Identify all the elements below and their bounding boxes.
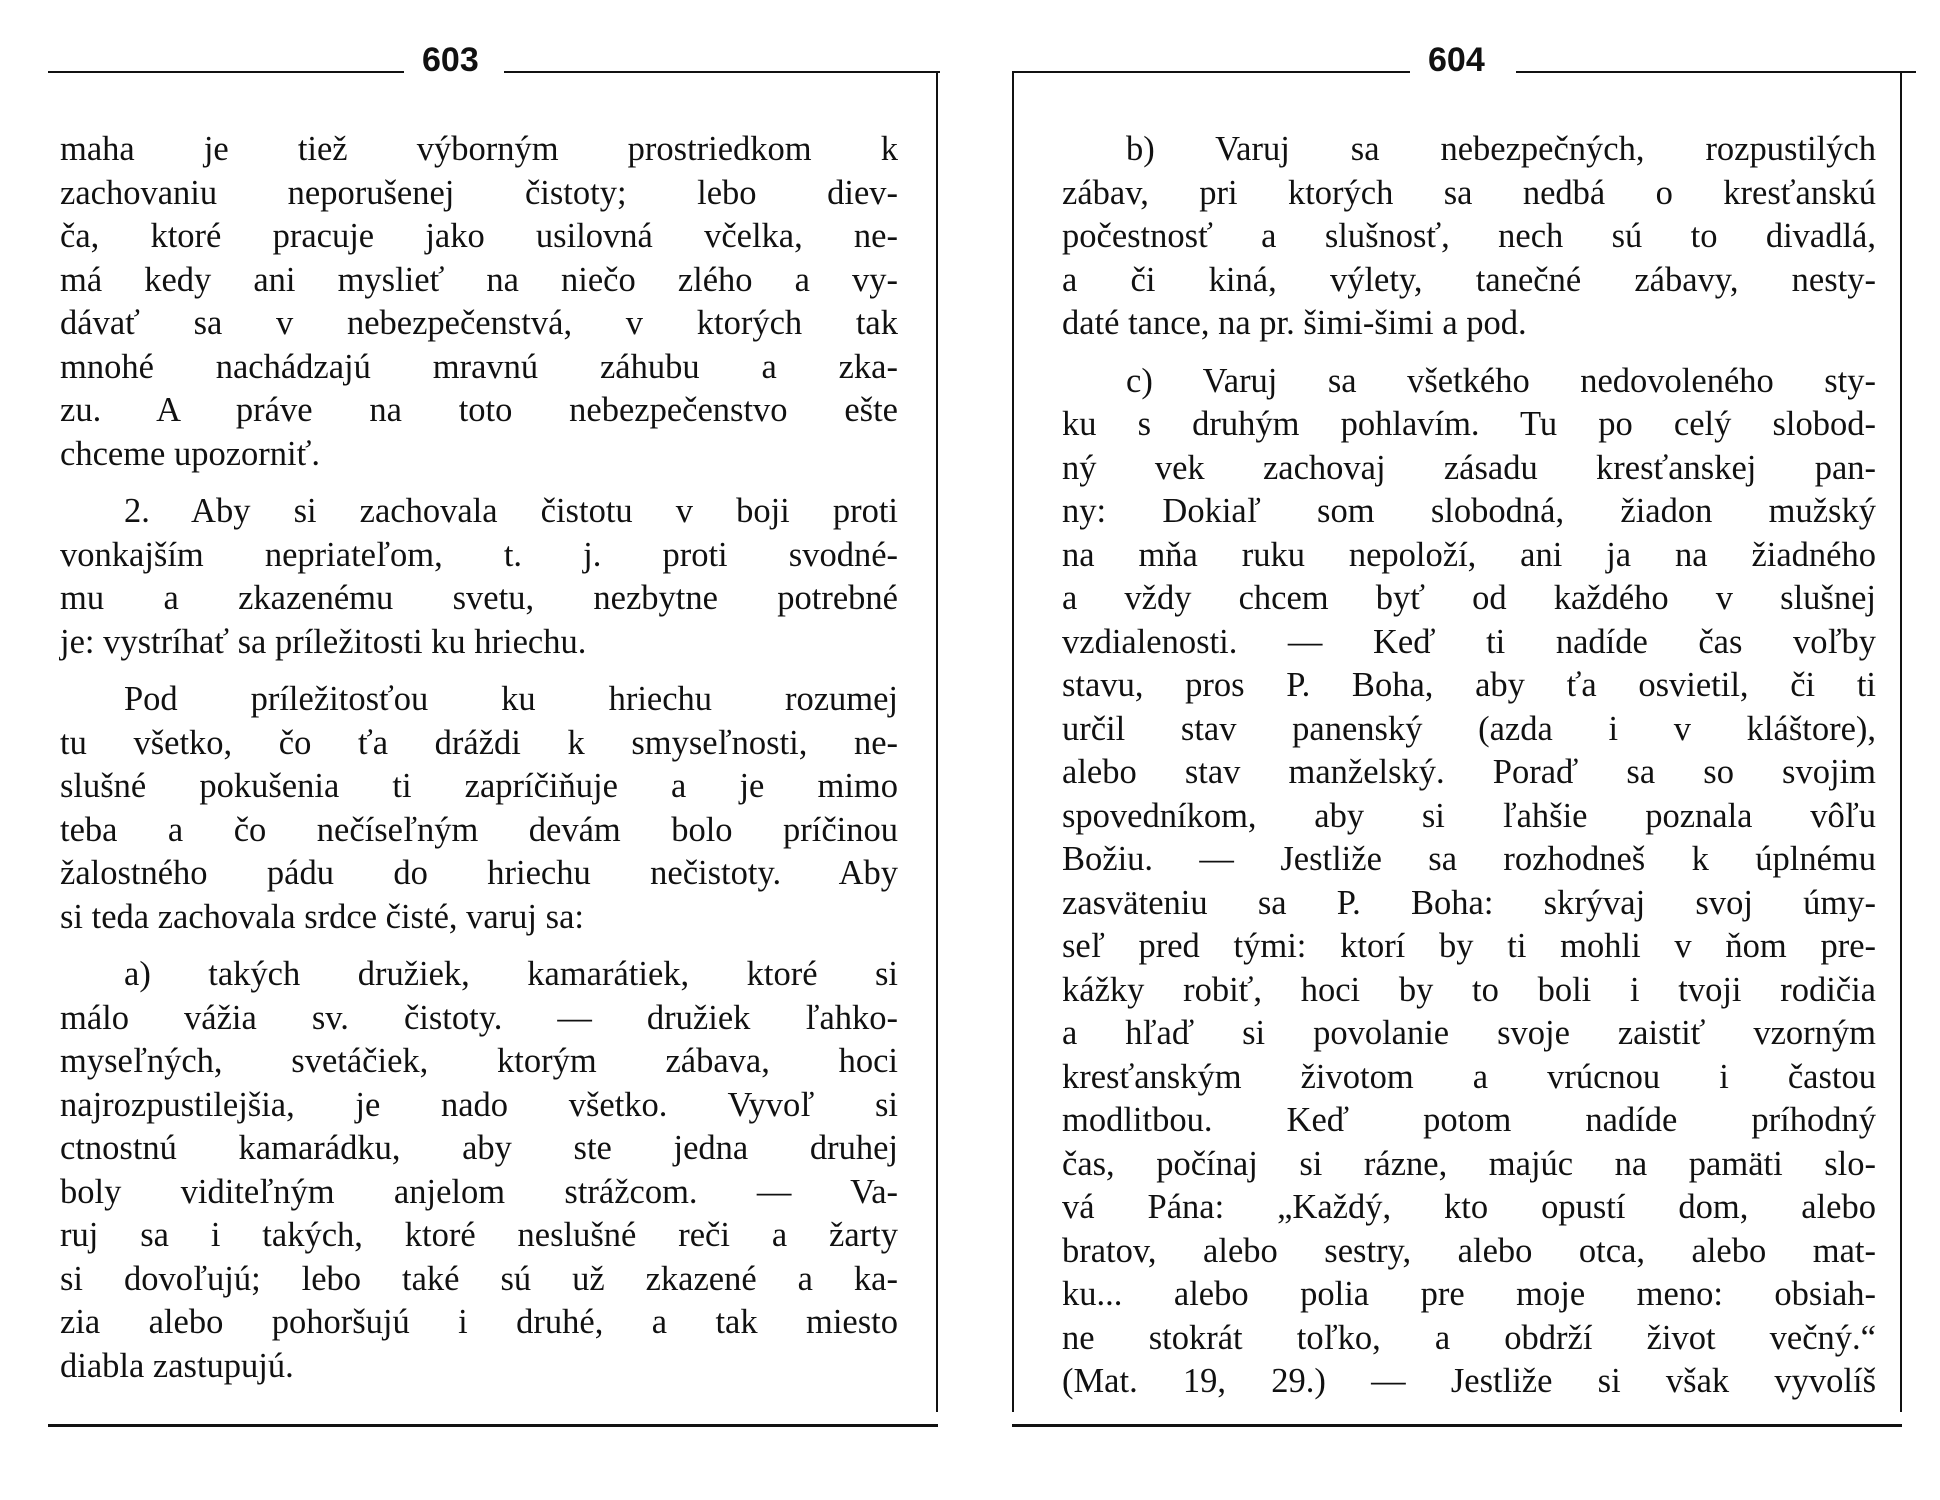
text-line: Božiu. — Jestliže sa rozhodneš k úplnému xyxy=(1062,840,1876,878)
page-body-text xyxy=(60,128,898,1388)
text-line: b) Varuj sa nebezpečných, rozpustilých xyxy=(1126,130,1876,168)
text-line: bratov, alebo sestry, alebo otca, alebo mat- xyxy=(1062,1231,1876,1270)
text-line: zu. A práve na toto nebezpečenstvo ešte xyxy=(60,391,898,429)
page-body-text xyxy=(1062,128,1876,1404)
text-line: a) takých družiek, kamarátiek, ktoré si xyxy=(124,955,898,993)
text-line: ne stokrát toľko, a obdrží život večný.“ xyxy=(1062,1318,1876,1357)
text-line: určil stav panenský (azda i v kláštore), xyxy=(1062,709,1876,748)
text-line: vonkajším nepriateľom, t. j. proti svodné- xyxy=(60,535,898,574)
header-rule-left xyxy=(48,71,404,73)
text-line: 2. Aby si zachovala čistotu v boji proti xyxy=(124,492,898,530)
text-line: mu a zkazenému svetu, nezbytne potrebné xyxy=(60,579,898,617)
header-rule-right xyxy=(1516,71,1916,73)
text-line: na mňa ruku nepoloží, ani ja na žiadného xyxy=(1062,535,1876,574)
page-number: 604 xyxy=(1428,41,1485,79)
text-line: teba a čo nečíseľným devám bolo príčinou xyxy=(60,810,898,849)
header-rule-right xyxy=(504,71,940,73)
text-line: počestnosť a slušnosť, nech sú to divadlá, xyxy=(1062,217,1876,255)
text-line: je: vystríhať sa príležitosti ku hriechu. xyxy=(60,622,587,661)
text-line: ruj sa i takých, ktoré neslušné reči a žarty xyxy=(60,1216,898,1254)
paragraph-gap xyxy=(1062,346,1876,360)
text-line: vzdialenosti. — Keď ti nadíde čas voľby xyxy=(1062,622,1876,661)
text-line: vá Pána: „Každý, kto opustí dom, alebo xyxy=(1062,1188,1876,1226)
text-line: ný vek zachovaj zásadu kresťanskej pan- xyxy=(1062,448,1876,487)
text-line: Pod príležitosťou ku hriechu rozumej xyxy=(124,680,898,718)
text-line: seľ pred tými: ktorí by ti mohli v ňom pre- xyxy=(1062,927,1876,965)
paragraph-gap xyxy=(60,664,898,678)
text-line: málo vážia sv. čistoty. — družiek ľahko- xyxy=(60,998,898,1037)
text-line: si teda zachovala srdce čisté, varuj sa: xyxy=(60,897,584,936)
text-line: a hľaď si povolanie svoje zaistiť vzorným xyxy=(1062,1014,1876,1052)
text-line: zia alebo pohoršujú i druhé, a tak miesto xyxy=(60,1303,898,1341)
page-number: 603 xyxy=(422,41,479,79)
page-header xyxy=(1012,42,1902,78)
right-page xyxy=(1012,42,1902,1427)
page-frame-left xyxy=(1012,72,1014,1412)
text-line: modlitbou. Keď potom nadíde príhodný xyxy=(1062,1101,1876,1139)
text-line: tu všetko, čo ťa dráždi k smyseľnosti, ne- xyxy=(60,723,898,762)
text-line: si dovoľujú; lebo také sú už zkazené a ka- xyxy=(60,1259,898,1298)
text-line: má kedy ani myslieť na niečo zlého a vy- xyxy=(60,260,898,299)
text-line: slušné pokušenia ti zapríčiňuje a je mimo xyxy=(60,767,898,805)
text-line: spovedníkom, aby si ľahšie poznala vôľu xyxy=(1062,796,1876,835)
paragraph-gap xyxy=(60,476,898,490)
text-line: dávať sa v nebezpečenstvá, v ktorých tak xyxy=(60,304,898,342)
left-page xyxy=(48,42,938,1427)
page-frame-right xyxy=(1900,72,1902,1412)
page-frame-bottom xyxy=(48,1424,938,1427)
text-line: mnohé nachádzajú mravnú záhubu a zka- xyxy=(60,347,898,386)
text-line: alebo stav manželský. Poraď sa so svojim xyxy=(1062,753,1876,791)
text-line: ny: Dokiaľ som slobodná, žiadon mužský xyxy=(1062,492,1876,530)
page-frame-bottom xyxy=(1012,1424,1902,1427)
text-line: (Mat. 19, 29.) — Jestliže si však vyvolíš xyxy=(1062,1362,1876,1400)
text-line: stavu, pros P. Boha, aby ťa osvietil, či ti xyxy=(1062,666,1876,704)
header-rule-left xyxy=(1012,71,1410,73)
text-line: diabla zastupujú. xyxy=(60,1346,294,1385)
text-line: ku s druhým pohlavím. Tu po celý slobod- xyxy=(1062,405,1876,443)
text-line: zasväteniu sa P. Boha: skrývaj svoj úmy- xyxy=(1062,883,1876,922)
text-line: myseľných, svetáčiek, ktorým zábava, hoci xyxy=(60,1042,898,1080)
text-line: kresťanským životom a vrúcnou i častou xyxy=(1062,1057,1876,1096)
text-line: a či kiná, výlety, tanečné zábavy, nesty- xyxy=(1062,260,1876,299)
paragraph-gap xyxy=(60,939,898,953)
text-line: žalostného pádu do hriechu nečistoty. Aby xyxy=(60,854,898,892)
page-header xyxy=(48,42,938,78)
text-line: chceme upozorniť. xyxy=(60,434,320,473)
text-line: maha je tiež výborným prostriedkom k xyxy=(60,130,898,168)
text-line: čas, počínaj si rázne, majúc na pamäti slo- xyxy=(1062,1144,1876,1183)
page-frame-right xyxy=(936,72,938,1412)
text-line: ča, ktoré pracuje jako usilovná včelka, ne- xyxy=(60,217,898,255)
text-line: daté tance, na pr. šimi-šimi a pod. xyxy=(1062,304,1527,342)
text-line: c) Varuj sa všetkého nedovoleného sty- xyxy=(1126,361,1876,400)
text-line: zábav, pri ktorých sa nedbá o kresťanskú xyxy=(1062,173,1876,212)
text-line: najrozpustilejšia, je nado všetko. Vyvoľ si xyxy=(60,1085,898,1124)
text-line: boly viditeľným anjelom strážcom. — Va- xyxy=(60,1172,898,1211)
text-line: kážky robiť, hoci by to boli i tvoji rodičia xyxy=(1062,970,1876,1009)
text-line: zachovaniu neporušenej čistoty; lebo diev- xyxy=(60,173,898,212)
text-line: ctnostnú kamarádku, aby ste jedna druhej xyxy=(60,1129,898,1167)
text-line: a vždy chcem byť od každého v slušnej xyxy=(1062,579,1876,617)
text-line: ku... alebo polia pre moje meno: obsiah- xyxy=(1062,1275,1876,1313)
